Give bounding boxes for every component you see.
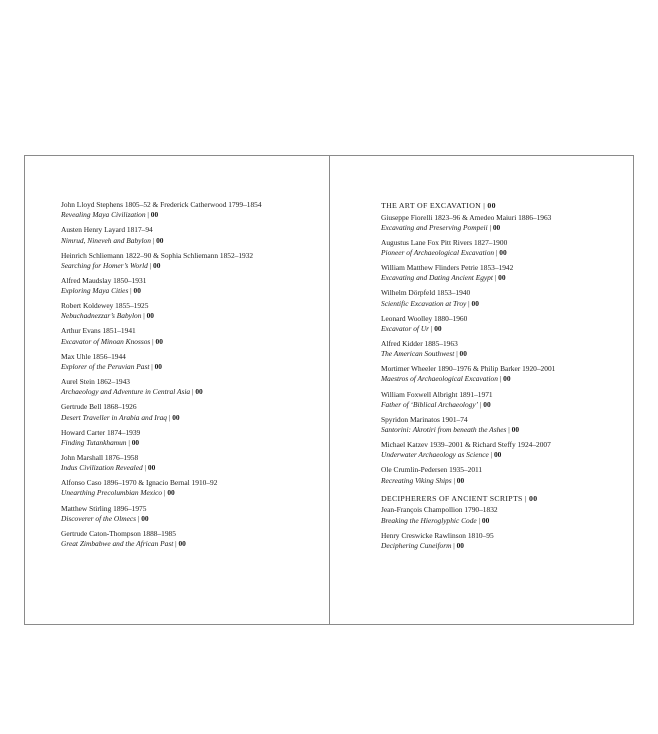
toc-entry: [381, 440, 658, 460]
entry-subtitle-line: [381, 400, 658, 410]
toc-entry: [61, 504, 341, 524]
entry-subtitle-line: [381, 374, 658, 384]
toc-entry: [61, 326, 341, 346]
toc-entry: [61, 251, 341, 271]
page-number: 00: [492, 222, 501, 232]
entry-name: Matthew Stirling 1896–1975: [61, 503, 147, 513]
entry-subtitle-line: [61, 387, 341, 397]
toc-entry: [381, 263, 658, 283]
entry-subtitle: Deciphering Cuneiform: [381, 540, 452, 550]
entry-name: Arthur Evans 1851–1941: [61, 326, 136, 336]
entry-subtitle-line: [381, 273, 658, 283]
page-number: 00: [503, 374, 511, 384]
entry-subtitle: Desert Traveller in Arabia and Iraq: [61, 412, 167, 422]
page-number: 00: [471, 298, 479, 308]
entry-name: Alfonso Caso 1896–1970 & Ignacio Bernal 1910–92: [61, 478, 218, 488]
entry-name: Jean-François Champollion 1790–1832: [381, 505, 498, 515]
entry-subtitle-line: [381, 248, 658, 258]
entry-subtitle: Pioneer of Archaeological Excavation: [381, 248, 495, 257]
entry-name: Aurel Stein 1862–1943: [61, 377, 130, 387]
page-number: 00: [154, 361, 162, 371]
page-number: 00: [172, 412, 180, 422]
toc-entry: [61, 276, 341, 296]
entry-subtitle-line: [61, 311, 341, 321]
separator: |: [149, 361, 155, 371]
entry-subtitle-line: [61, 539, 341, 549]
entry-name: Augustus Lane Fox Pitt Rivers 1827–1900: [381, 237, 508, 247]
toc-entry: [61, 301, 341, 321]
separator: |: [492, 273, 499, 283]
entry-name: John Marshall 1876–1958: [61, 452, 139, 462]
toc-entry: [61, 377, 341, 397]
toc-entry: [381, 465, 658, 485]
separator: |: [150, 336, 156, 346]
entry-subtitle-line: [381, 425, 658, 435]
page-number: 00: [167, 488, 175, 498]
toc-entry: [381, 238, 658, 258]
toc-entry: [381, 505, 658, 525]
entry-name: Wilhelm Dörpfeld 1853–1940: [381, 288, 471, 298]
entry-subtitle: Nebuchadnezzar’s Babylon: [61, 311, 142, 321]
toc-entry: [61, 402, 341, 422]
separator: |: [128, 286, 134, 296]
entry-name: Gertrude Bell 1868–1926: [61, 402, 137, 412]
entry-subtitle: Excavating and Dating Ancient Egypt: [381, 273, 493, 283]
separator: |: [429, 323, 435, 333]
page-number: 00: [511, 425, 520, 435]
toc-entry: [381, 288, 658, 308]
section-heading-decipherers: [381, 493, 658, 504]
separator: |: [147, 260, 154, 270]
separator: |: [497, 374, 504, 384]
separator: |: [476, 515, 482, 525]
toc-entry: [381, 415, 658, 435]
entry-subtitle-line: [61, 488, 341, 498]
separator: |: [488, 450, 494, 460]
entry-subtitle-line: [381, 516, 658, 526]
entry-subtitle-line: [61, 210, 341, 220]
toc-entry: [381, 390, 658, 410]
toc-entry: [381, 213, 658, 233]
separator: |: [481, 201, 488, 210]
separator: |: [190, 387, 196, 397]
separator: |: [173, 539, 179, 549]
page-number: 00: [178, 539, 186, 549]
entry-subtitle: Underwater Archaeology as Science: [381, 450, 489, 460]
entry-name: Mortimer Wheeler 1890–1976 & Philip Barker 1920–2001: [381, 364, 556, 374]
entry-name: Robert Koldewey 1855–1925: [61, 301, 149, 311]
page-number: 00: [434, 323, 442, 333]
entry-subtitle-line: [61, 261, 341, 271]
separator: |: [522, 493, 530, 503]
page-number: 00: [150, 210, 159, 220]
entry-subtitle: Recreating Viking Ships: [381, 475, 452, 485]
page-number: 00: [146, 311, 154, 321]
entry-name: Michael Katzev 1939–2001 & Richard Steffy 1924–2007: [381, 440, 551, 450]
entry-name: William Foxwell Albright 1891–1971: [381, 389, 493, 399]
entry-subtitle-line: [61, 463, 341, 473]
separator: |: [451, 540, 457, 550]
separator: |: [478, 399, 484, 409]
entry-subtitle: Unearthing Precolumbian Mexico: [61, 488, 163, 498]
separator: |: [506, 425, 512, 435]
page-number: 00: [487, 201, 496, 210]
separator: |: [167, 412, 173, 422]
toc-entry: [61, 200, 341, 220]
page-number: 00: [456, 540, 464, 550]
book-spread: [24, 155, 634, 625]
entry-name: Austen Henry Layard 1817–94: [61, 225, 153, 235]
entry-subtitle-line: [381, 450, 658, 460]
entry-subtitle: Breaking the Hieroglyphic Code: [381, 515, 477, 525]
entry-subtitle: Nimrud, Nineveh and Babylon: [61, 235, 151, 245]
entry-subtitle: Discoverer of the Olmecs: [61, 513, 137, 523]
entry-subtitle: Great Zimbabwe and the African Past: [61, 539, 174, 549]
entry-subtitle-line: [381, 299, 658, 309]
page-number: 00: [155, 336, 163, 346]
entry-name: Leonard Woolley 1880–1960: [381, 313, 468, 323]
entry-name: Heinrich Schliemann 1822–90 & Sophia Schliemann 1852–1932: [61, 250, 254, 260]
entry-name: Henry Creswicke Rawlinson 1810–95: [381, 530, 494, 540]
entry-name: William Matthew Flinders Petrie 1853–1942: [381, 263, 514, 273]
entry-subtitle: Excavating and Preserving Pompeii: [381, 222, 488, 232]
entry-subtitle: Searching for Homer’s World: [61, 260, 148, 270]
entry-name: Gertrude Caton-Thompson 1888–1985: [61, 528, 176, 538]
entry-subtitle-line: [61, 337, 341, 347]
toc-entry: [61, 428, 341, 448]
entry-subtitle: Excavator of Minoan Knossos: [61, 336, 151, 346]
page-number: 00: [456, 475, 465, 485]
page-number: 00: [483, 399, 491, 409]
entry-name: John Lloyd Stephens 1805–52 & Frederick Catherwood 1799–1854: [61, 200, 262, 209]
page-number: 00: [529, 493, 538, 503]
left-page: [61, 200, 341, 554]
page-number: 00: [195, 387, 203, 397]
separator: |: [451, 475, 457, 485]
entry-subtitle-line: [61, 286, 341, 296]
entry-subtitle: Excavator of Ur: [381, 323, 430, 333]
separator: |: [454, 349, 460, 359]
entry-subtitle: Indus Civilization Revealed: [61, 463, 143, 473]
page-number: 00: [498, 273, 506, 283]
separator: |: [142, 463, 148, 473]
entry-subtitle-line: [61, 514, 341, 524]
entry-name: Howard Carter 1874–1939: [61, 427, 141, 437]
toc-entry: [61, 225, 341, 245]
entry-subtitle-line: [381, 476, 658, 486]
toc-entry: [381, 364, 658, 384]
entry-subtitle: Archaeology and Adventure in Central Asia: [61, 387, 191, 397]
entry-name: Max Uhle 1856–1944: [61, 351, 126, 361]
section-heading-art-of-excavation: [381, 200, 658, 211]
entry-subtitle: Revealing Maya Civilization: [61, 210, 146, 220]
toc-entry: [61, 352, 341, 372]
toc-entry: [381, 531, 658, 551]
entry-subtitle-line: [61, 236, 341, 246]
page-number: 00: [459, 349, 467, 359]
page-number: 00: [156, 235, 164, 245]
entry-name: Alfred Maudslay 1850–1931: [61, 275, 147, 285]
section-title: THE ART OF EXCAVATION: [381, 201, 482, 210]
separator: |: [494, 248, 500, 257]
entry-subtitle-line: [381, 349, 658, 359]
entry-subtitle-line: [381, 324, 658, 334]
toc-entry: [61, 529, 341, 549]
section-entries: [381, 505, 658, 551]
toc-entry: [61, 453, 341, 473]
page-number: 00: [499, 248, 507, 257]
entry-subtitle: Father of ‘Biblical Archaeology’: [381, 399, 479, 409]
entry-subtitle: Maestros of Archaeological Excavation: [381, 374, 498, 384]
toc-entry: [381, 339, 658, 359]
entry-subtitle: Finding Tutankhamun: [61, 437, 127, 447]
entry-subtitle-line: [61, 413, 341, 423]
page-number: 00: [481, 515, 490, 525]
page-number: 00: [131, 437, 140, 447]
separator: |: [126, 437, 132, 447]
entry-subtitle: The American Southwest: [381, 349, 455, 359]
separator: |: [145, 210, 151, 220]
entry-name: Alfred Kidder 1885–1963: [381, 338, 458, 348]
separator: |: [487, 222, 493, 232]
separator: |: [162, 488, 168, 498]
entry-subtitle-line: [61, 438, 341, 448]
separator: |: [136, 513, 142, 523]
entry-subtitle: Scientific Excavation at Troy: [381, 298, 467, 308]
entry-name: Ole Crumlin-Pedersen 1935–2011: [381, 465, 483, 475]
entry-subtitle: Explorer of the Peruvian Past: [61, 361, 150, 371]
separator: |: [150, 235, 157, 245]
page-number: 00: [133, 286, 141, 296]
separator: |: [141, 311, 147, 321]
page-number: 00: [153, 260, 161, 270]
entry-name: Spyridon Marinatos 1901–74: [381, 414, 468, 424]
entry-name: Giuseppe Fiorelli 1823–96 & Amedeo Maiuri 1886–1963: [381, 212, 552, 222]
entry-subtitle: Exploring Maya Cities: [61, 286, 129, 296]
toc-entry: [61, 478, 341, 498]
section-title: DECIPHERERS OF ANCIENT SCRIPTS: [381, 493, 523, 503]
toc-entry: [381, 314, 658, 334]
page-number: 00: [141, 513, 149, 523]
entry-subtitle-line: [381, 541, 658, 551]
separator: |: [466, 298, 472, 308]
entry-subtitle-line: [61, 362, 341, 372]
page-number: 00: [147, 463, 156, 473]
section-entries: [381, 213, 658, 486]
entry-subtitle-line: [381, 223, 658, 233]
page-number: 00: [493, 450, 502, 460]
entry-subtitle: Santorini: Akrotiri from beneath the Ashes: [381, 425, 507, 435]
right-page: [381, 200, 658, 556]
